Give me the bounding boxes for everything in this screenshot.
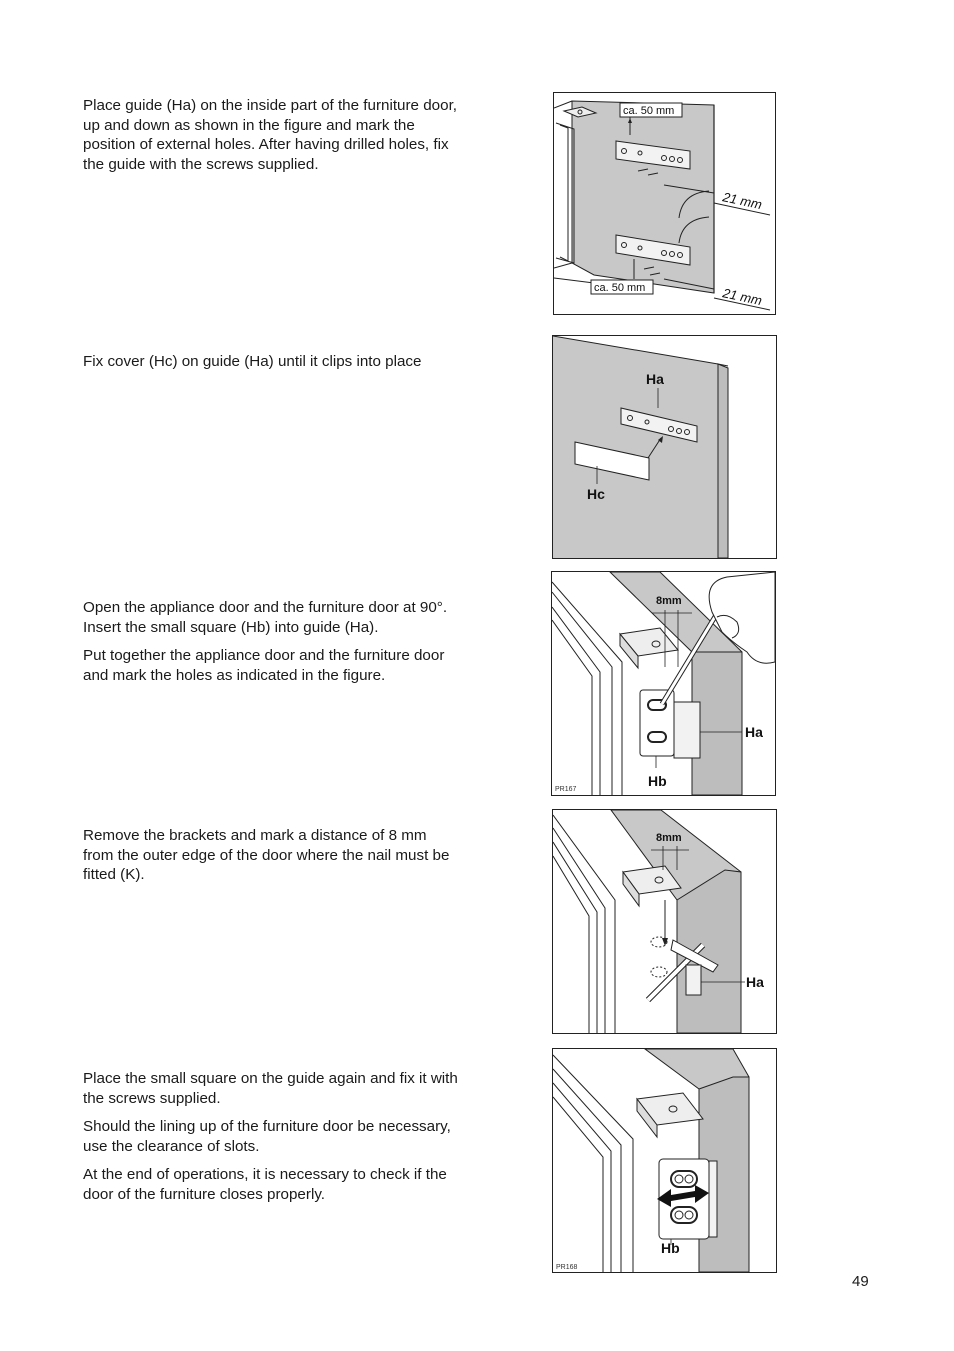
figure-code: PR167: [555, 786, 577, 793]
figure-fix-square: [552, 1048, 777, 1273]
step-3-paragraph-2: Put together the appliance door and the furniture door and mark the holes as indicated in the figure.: [83, 647, 445, 684]
step-3-paragraph-1: Open the appliance door and the furniture door at 90°. Insert the small square (Hb) into guide (Ha).: [83, 599, 448, 636]
label-hc: Hc: [587, 486, 605, 502]
step-5-paragraph-2: Should the lining up of the furniture door be necessary, use the clearance of slots.: [83, 1118, 451, 1155]
label-ha: Ha: [745, 724, 763, 740]
dim-8mm-label: 8mm: [656, 595, 682, 607]
page-number: 49: [852, 1273, 869, 1290]
label-ha: Ha: [746, 974, 764, 990]
step-5-paragraph-3: At the end of operations, it is necessary to check if the door of the furniture closes properly.: [83, 1166, 447, 1203]
step-1-paragraph-1: Place guide (Ha) on the inside part of the furniture door, up and down as shown in the figure and mark the position of external holes. After having drilled holes, fix the guide with the screws supplied.: [83, 97, 458, 173]
dim-side-top-label: 21 mm: [721, 189, 764, 213]
figure-mark-nail: [552, 809, 777, 1034]
figure-cover-clip: [552, 335, 777, 559]
step-5-text: [83, 1069, 458, 1213]
dim-top-label: ca. 50 mm: [623, 105, 675, 117]
step-4-paragraph-1: Remove the brackets and mark a distance of 8 mm from the outer edge of the door where the nail must be fitted (K).: [83, 827, 450, 883]
step-5-paragraph-1: Place the small square on the guide again and fix it with the screws supplied.: [83, 1070, 458, 1107]
step-3-text: [83, 598, 458, 694]
label-ha: Ha: [646, 371, 664, 387]
step-4-text: [83, 826, 458, 894]
step-2-text: [83, 352, 458, 381]
dim-side-bottom-label: 21 mm: [721, 285, 764, 309]
step-1-text: [83, 96, 458, 183]
step-2-paragraph-1: Fix cover (Hc) on guide (Ha) until it clips into place: [83, 353, 422, 370]
label-hb: Hb: [661, 1240, 680, 1256]
label-hb: Hb: [648, 773, 667, 789]
dim-8mm-label: 8mm: [656, 832, 682, 844]
dim-bottom-label: ca. 50 mm: [594, 282, 646, 294]
figure-guide-placement: [553, 92, 776, 315]
figure-insert-square: [551, 571, 776, 796]
figure-code: PR168: [556, 1264, 578, 1271]
